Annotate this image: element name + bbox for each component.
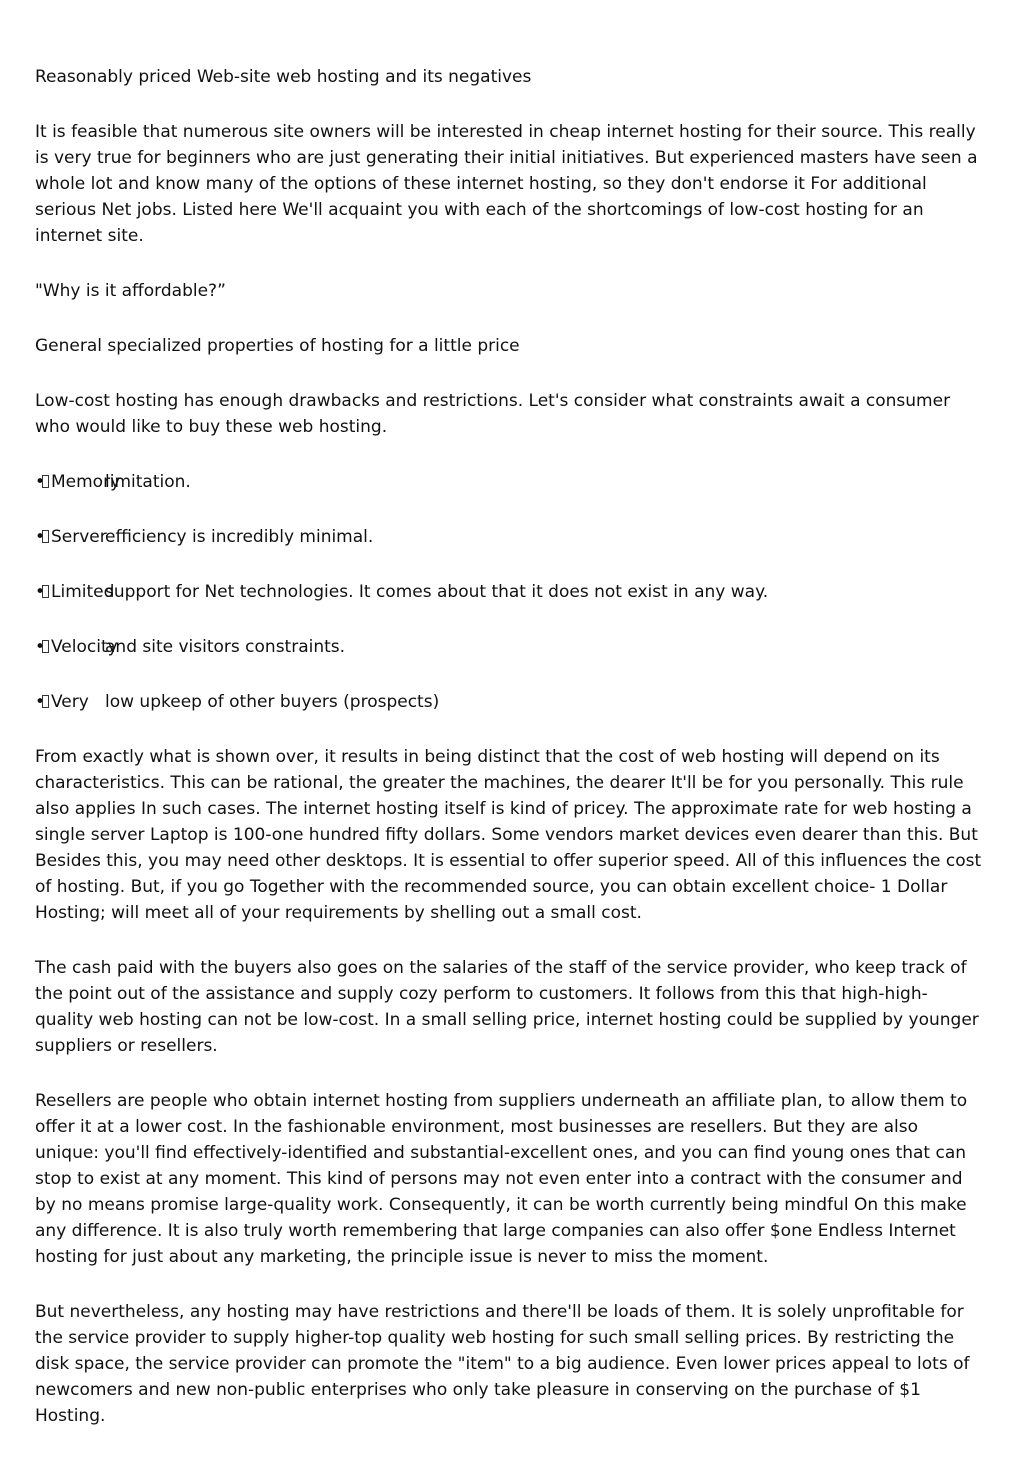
missing-glyph-icon <box>42 585 49 598</box>
drawbacks-paragraph: Low-cost hosting has enough drawbacks and restrictions. Let's consider what constraints await a consumer who would like to buy these web hosting. <box>35 391 951 437</box>
missing-glyph-icon <box>42 640 49 653</box>
document-title: Reasonably priced Web-site web hosting and its negatives <box>35 67 532 87</box>
bullet-lead-text: Very <box>51 692 89 712</box>
salaries-paragraph: The cash paid with the buyers also goes on the salaries of the staff of the service provider, who keep track of the point out of the assistance and supply cozy perform to customers. It follows from this that high-high-quality web hosting can not be low-cost. In a small selling price, internet hosting could be supplied by younger suppliers or resellers. <box>35 958 979 1056</box>
bullet-lead-text: Memory <box>51 472 121 492</box>
bullet-rest-text: support for Net technologies. It comes about that it does not exist in any way. <box>105 582 769 602</box>
bullet-icon: • <box>35 637 46 657</box>
bullet-lead-text: Server <box>51 527 107 547</box>
missing-glyph-icon <box>42 530 49 543</box>
intro-paragraph: It is feasible that numerous site owners will be interested in cheap internet hosting for their source. This really is very true for beginners who are just generating their initial initiatives. But experienced masters have seen a whole lot and know many of the options of these internet hosting, so they don't endorse it For additional serious Net jobs. Listed here We'll acquaint you with each of the shortcomings of low-cost hosting for an internet site. <box>35 122 978 246</box>
document-body <box>35 64 985 1458</box>
missing-glyph-icon <box>42 695 49 708</box>
list-item <box>35 469 985 495</box>
bullet-lead-text: Limited <box>51 582 115 602</box>
bullet-icon: • <box>35 472 46 492</box>
bullet-lead-text: Velocity <box>51 637 118 657</box>
section-heading: General specialized properties of hosting for a little price <box>35 336 520 356</box>
bullet-icon: • <box>35 527 46 547</box>
bullet-icon: • <box>35 582 46 602</box>
list-item <box>35 634 985 660</box>
cost-paragraph: From exactly what is shown over, it results in being distinct that the cost of web hosting will depend on its characteristics. This can be rational, the greater the machines, the dearer It'll be for you personally. This rule also applies In such cases. The internet hosting itself is kind of pricey. The approximate rate for web hosting a single server Laptop is 100-one hundred fifty dollars. Some vendors market devices even dearer than this. But Besides this, you may need other desktops. It is essential to offer superior speed. All of this influences the cost of hosting. But, if you go Together with the recommended source, you can obtain excellent choice- 1 Dollar Hosting; will meet all of your requirements by shelling out a small cost. <box>35 747 982 923</box>
list-item <box>35 524 985 550</box>
question-heading: "Why is it affordable?” <box>35 281 226 301</box>
missing-glyph-icon <box>42 475 49 488</box>
bullet-icon: • <box>35 692 46 712</box>
list-item <box>35 689 985 715</box>
bullet-rest-text: efficiency is incredibly minimal. <box>105 527 374 547</box>
bullet-rest-text: limitation. <box>105 472 191 492</box>
restrictions-paragraph: But nevertheless, any hosting may have restrictions and there'll be loads of them. It is solely unprofitable for the service provider to supply higher-top quality web hosting for such small selling prices. By restricting the disk space, the service provider can promote the "item" to a big audience. Even lower prices appeal to lots of newcomers and new non-public enterprises who only take pleasure in conserving on the purchase of $1 Hosting. <box>35 1302 970 1426</box>
resellers-paragraph: Resellers are people who obtain internet hosting from suppliers underneath an affiliate plan, to allow them to offer it at a lower cost. In the fashionable environment, most businesses are resellers. But they are also unique: you'll find effectively-identified and substantial-excellent ones, and you can find young ones that can stop to exist at any moment. This kind of persons may not even enter into a contract with the consumer and by no means promise large-quality work. Consequently, it can be worth currently being mindful On this make any difference. It is also truly worth remembering that large companies can also offer $one Endless Internet hosting for just about any marketing, the principle issue is never to miss the moment. <box>35 1091 968 1267</box>
bullet-rest-text: low upkeep of other buyers (prospects) <box>105 692 440 712</box>
list-item <box>35 579 985 605</box>
bullet-rest-text: and site visitors constraints. <box>105 637 346 657</box>
